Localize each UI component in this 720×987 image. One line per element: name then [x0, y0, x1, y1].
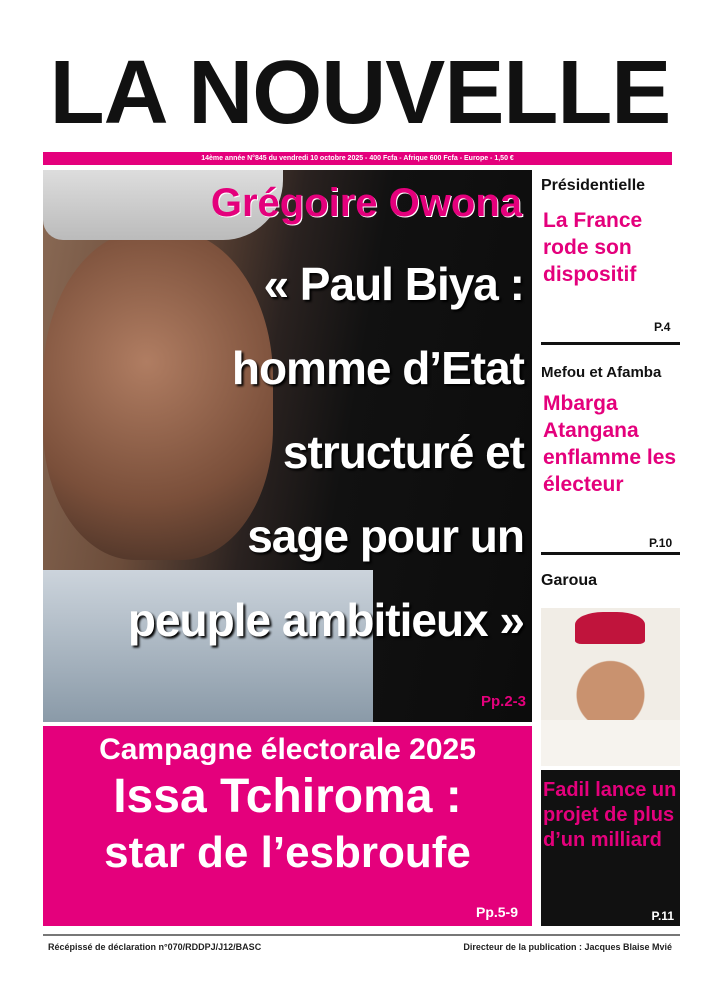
- photo-robe: [541, 720, 680, 766]
- second-kicker: Campagne électorale 2025: [99, 733, 476, 766]
- lead-headline: [54, 242, 524, 662]
- quote-line: « Paul Biya :: [263, 258, 524, 310]
- photo-hat: [575, 612, 645, 644]
- quote-line: sage pour un: [247, 510, 524, 562]
- footer-rule: [43, 934, 680, 936]
- sidebar-page-2: P.10: [649, 536, 673, 550]
- second-title-2: star de l’esbroufe: [104, 828, 471, 877]
- footer-publisher: Directeur de la publication : Jacques Blaise Mvié: [463, 942, 672, 952]
- second-title-1: Issa Tchiroma :: [113, 770, 462, 823]
- footer-registration: Récépissé de déclaration n°070/RDDPJ/J12/BASC: [48, 942, 262, 952]
- sidebar-headline-3: Fadil lance un projet de plus d’un milliard: [543, 779, 677, 851]
- quote-line: structuré et: [282, 426, 524, 478]
- divider: [541, 552, 680, 555]
- sidebar-headline-1[interactable]: La France rode son dispositif: [543, 209, 643, 286]
- lead-page-ref: Pp.2-3: [480, 693, 526, 710]
- issue-info-bar: 14ème année N°845 du vendredi 10 octobre 2025 - 400 Fcfa - Afrique 600 Fcfa - Europe - 1,50 €: [43, 152, 672, 165]
- sidebar-page-1: P.4: [654, 320, 671, 334]
- sidebar-section-2: Mefou et Afamba: [541, 364, 662, 381]
- sidebar-section-3: Garoua: [541, 572, 598, 589]
- second-page-ref: Pp.5-9: [475, 904, 518, 920]
- sidebar-story-3[interactable]: [541, 770, 680, 926]
- sidebar-headline-2[interactable]: Mbarga Atangana enflamme les électeur: [543, 392, 677, 496]
- sidebar-page-3: P.11: [651, 909, 674, 923]
- sidebar-section-1: Présidentielle: [541, 177, 646, 194]
- quote-line: homme d’Etat: [231, 342, 524, 394]
- divider: [541, 342, 680, 345]
- quote-line: peuple ambitieux »: [127, 594, 524, 646]
- lead-kicker: Grégoire Owona: [210, 181, 522, 225]
- masthead: LA NOUVELLE: [49, 43, 671, 143]
- lead-story[interactable]: [43, 170, 532, 722]
- second-story[interactable]: [43, 726, 532, 926]
